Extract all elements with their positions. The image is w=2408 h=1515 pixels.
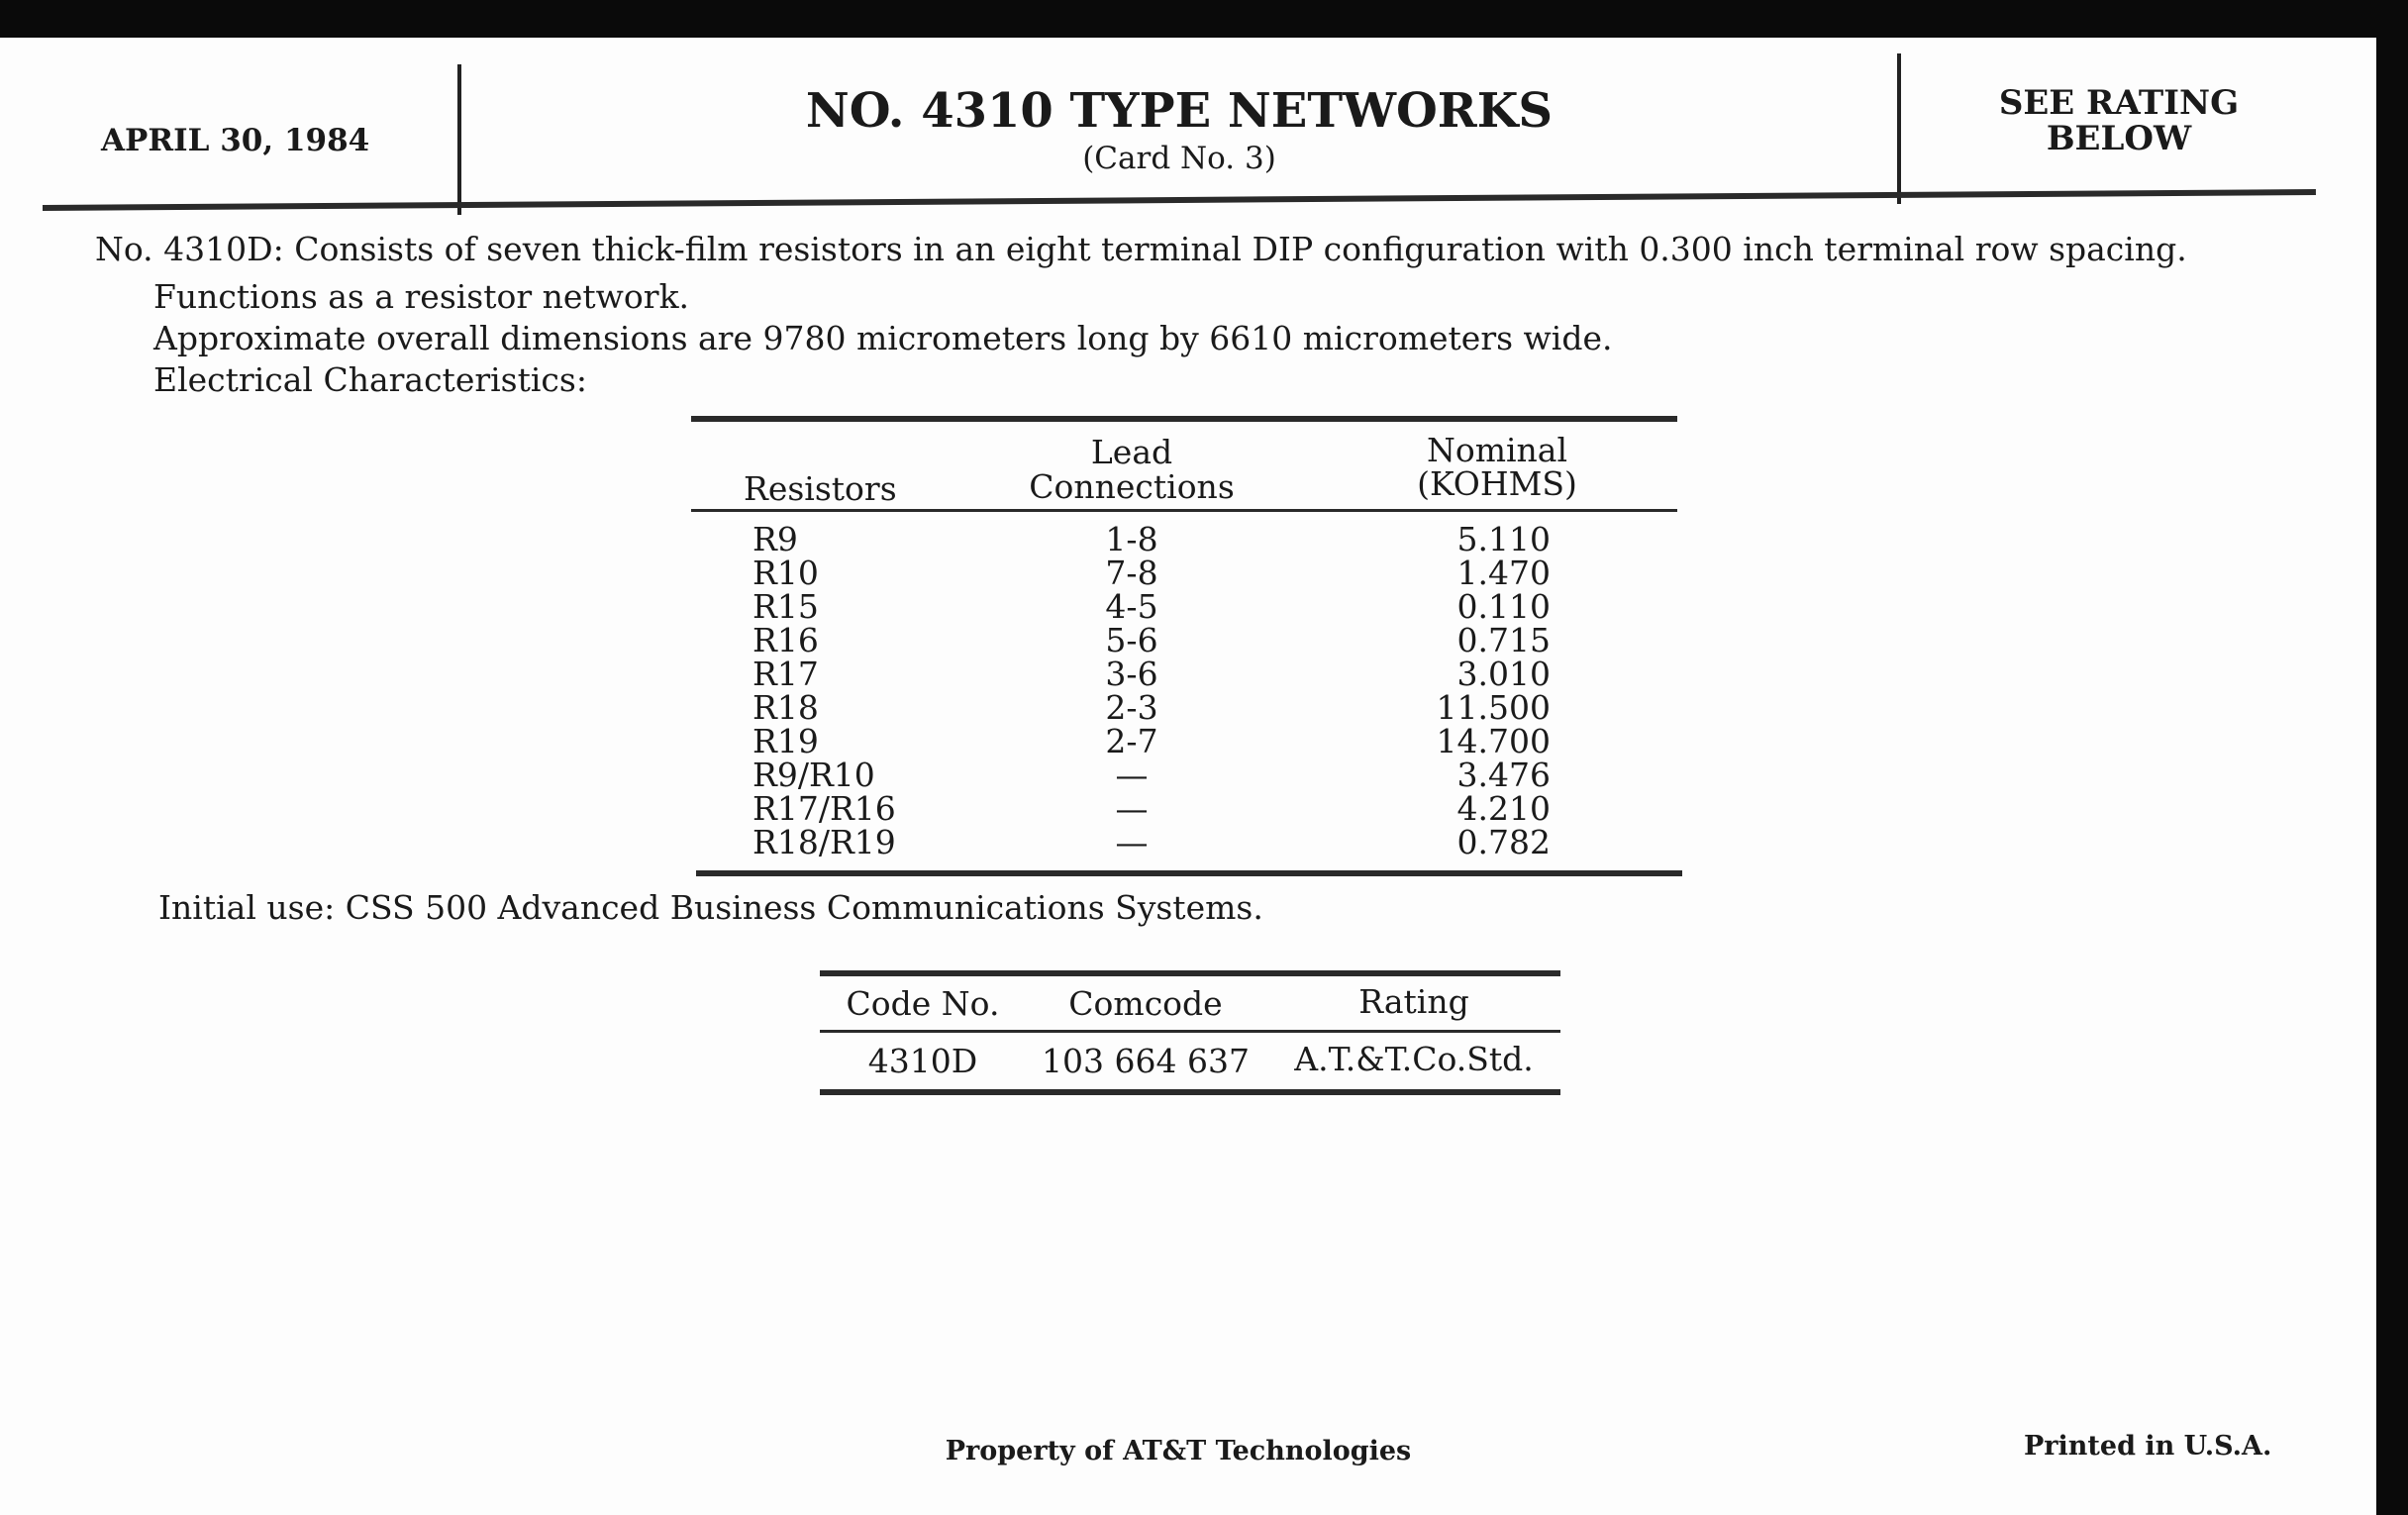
nominal-cell: 0.782 [1456, 823, 1551, 861]
lead-cell: 2-7 [1105, 722, 1158, 760]
header-divider-right [1897, 53, 1901, 204]
table-top-rule [691, 416, 1677, 422]
lead-cell: 4-5 [1105, 587, 1158, 626]
resistor-cell: R15 [752, 587, 819, 626]
header-rating: Rating [1358, 982, 1469, 1021]
lead-cell: — [1115, 823, 1149, 861]
nominal-cell: 14.700 [1436, 722, 1551, 760]
resistor-cell: R9 [752, 520, 798, 558]
lead-cell: — [1115, 756, 1149, 794]
card-number: (Card No. 3) [1082, 141, 1276, 176]
nominal-cell: 11.500 [1436, 688, 1551, 727]
code-value: 4310D [867, 1042, 978, 1080]
code-table-bottom-rule [820, 1089, 1560, 1095]
footer-property: Property of AT&T Technologies [945, 1436, 1412, 1466]
lead-cell: 1-8 [1105, 520, 1158, 558]
nominal-cell: 3.010 [1456, 655, 1551, 693]
header-divider-left [457, 64, 461, 215]
resistor-cell: R19 [752, 722, 819, 760]
header-code-no: Code No. [846, 984, 1000, 1023]
description-line2: Functions as a resistor network. [153, 277, 690, 316]
nominal-cell: 3.476 [1456, 756, 1551, 794]
code-table-top-rule [820, 970, 1560, 976]
lead-cell: — [1115, 789, 1149, 828]
nominal-cell: 5.110 [1456, 520, 1551, 558]
header-lead: Lead [1090, 433, 1173, 471]
nominal-cell: 4.210 [1456, 789, 1551, 828]
description-line1: No. 4310D: Consists of seven thick-film resistors in an eight terminal DIP configuration with 0.300 inch terminal row spacing. [95, 230, 2187, 268]
lead-cell: 3-6 [1105, 655, 1158, 693]
resistor-cell: R9/R10 [752, 756, 875, 794]
resistor-cell: R17/R16 [752, 789, 896, 828]
initial-use: Initial use: CSS 500 Advanced Business Communications Systems. [158, 888, 1263, 927]
rating-note-line2: BELOW [2046, 119, 2192, 158]
header-nominal: Nominal [1426, 431, 1568, 469]
description-line4: Electrical Characteristics: [153, 360, 587, 399]
nominal-cell: 1.470 [1456, 554, 1551, 592]
lead-cell: 7-8 [1105, 554, 1158, 592]
footer-printed: Printed in U.S.A. [2024, 1431, 2272, 1462]
resistor-cell: R17 [752, 655, 819, 693]
header-resistors: Resistors [744, 469, 897, 508]
table-bottom-rule [696, 870, 1682, 876]
comcode-value: 103 664 637 [1042, 1042, 1250, 1080]
header-comcode: Comcode [1068, 984, 1223, 1023]
lead-cell: 5-6 [1105, 621, 1158, 659]
resistor-cell: R18 [752, 688, 819, 727]
table-header-rule [691, 509, 1677, 512]
nominal-cell: 0.110 [1456, 587, 1551, 626]
code-table-mid-rule [820, 1030, 1560, 1033]
rating-note-line1: SEE RATING [1998, 83, 2240, 123]
rating-value: A.T.&T.Co.Std. [1294, 1040, 1534, 1078]
resistor-cell: R18/R19 [752, 823, 896, 861]
header-kohms: (KOHMS) [1417, 464, 1577, 503]
nominal-cell: 0.715 [1456, 621, 1551, 659]
date: APRIL 30, 1984 [101, 123, 370, 158]
lead-cell: 2-3 [1105, 688, 1158, 727]
resistor-cell: R16 [752, 621, 819, 659]
rating-note [1999, 85, 2239, 156]
header-connections: Connections [1029, 467, 1235, 506]
resistor-cell: R10 [752, 554, 819, 592]
description-line3: Approximate overall dimensions are 9780 micrometers long by 6610 micrometers wide. [153, 319, 1613, 357]
page-title: NO. 4310 TYPE NETWORKS [805, 83, 1554, 139]
